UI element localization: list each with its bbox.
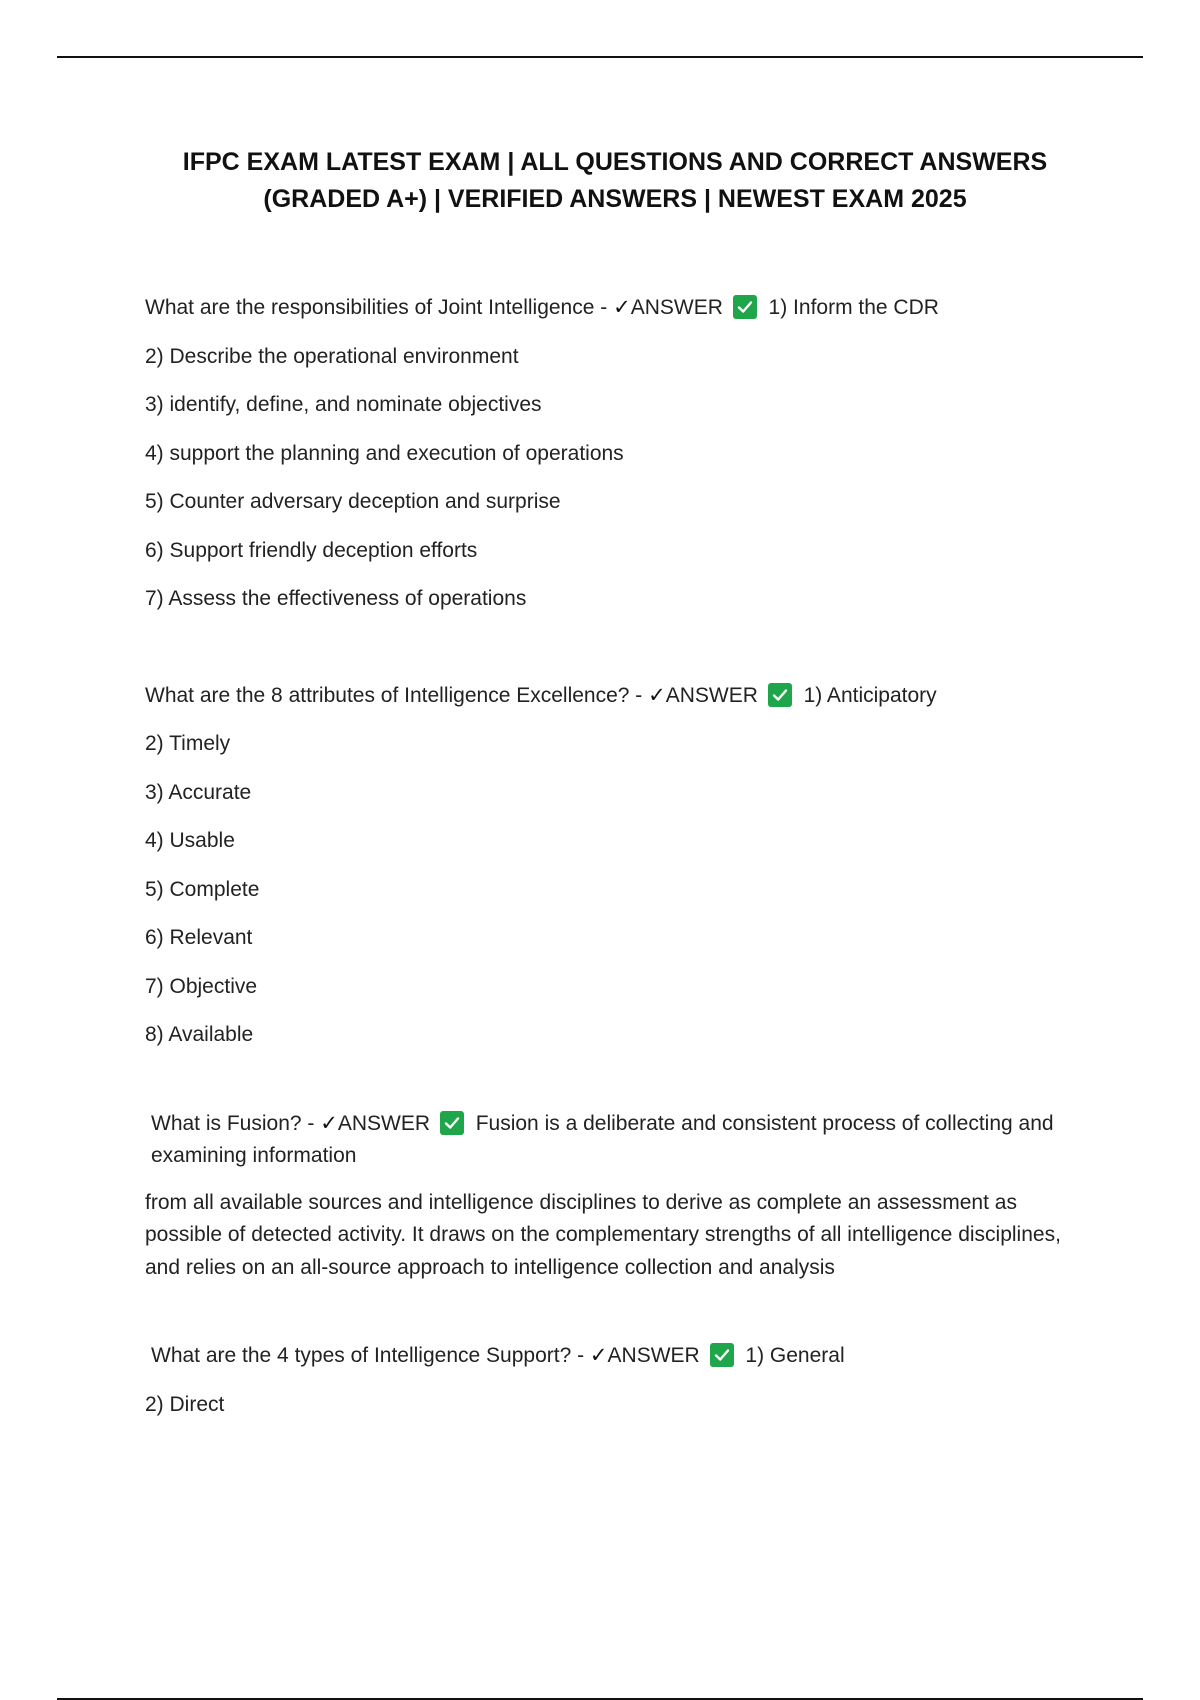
checkmark-icon: ✓ [589,1344,608,1367]
document-body [145,284,1085,1429]
question-text: What are the 4 types of Intelligence Support? - [151,1344,590,1367]
question-line [145,1332,1085,1381]
qa-item [145,284,1085,624]
checkmark-icon: ✓ [613,296,631,319]
question-line [145,284,1085,333]
answer-line: 6) Support friendly deception efforts [145,538,478,562]
qa-item [145,1108,1085,1285]
answer-label: ANSWER [630,296,723,319]
answer-line: 2) Describe the operational environment [145,344,519,368]
green-check-box-icon [733,295,757,319]
question-line [145,1108,1085,1173]
checkmark-icon: ✓ [648,683,666,707]
answer-line: 7) Assess the effectiveness of operations [145,587,527,610]
qa-item [145,672,1085,1060]
green-check-box-icon [710,1343,734,1367]
checkmark-icon: ✓ [320,1111,338,1135]
question-text: What are the responsibilities of Joint Intelligence - [145,296,614,319]
green-check-box-icon [440,1111,464,1135]
answer-line: 4) support the planning and execution of operations [145,441,624,465]
answer-paragraph: from all available sources and intelligence disciplines to derive as complete an assessment as possible of detected activity. It draws on the complementary strengths of all intelligence disciplines, and relies on an all-source approach to intelligence collection and analysis [145,1190,1061,1279]
question-text: What are the 8 attributes of Intelligence Excellence? - [145,683,649,707]
document-title: IFPC EXAM LATEST EXAM | ALL QUESTIONS AND CORRECT ANSWERS (GRADED A+) | VERIFIED ANSWERS | NEWEST EXAM 2025 [182,148,1048,213]
answer-line: 3) identify, define, and nominate objectives [145,393,542,416]
answer-line: 6) Relevant [145,926,253,949]
answer-first-line: 1) Anticipatory [797,683,937,707]
answer-line: 3) Accurate [145,780,252,804]
top-rule [57,56,1143,58]
answer-line: 2) Direct [145,1392,225,1416]
answer-label: ANSWER [665,683,758,707]
answer-line: 2) Timely [145,732,231,755]
answer-first-line: Fusion is a deliberate and consistent process of collecting and examining information [151,1111,1054,1167]
answer-line: 5) Counter adversary deception and surprise [145,490,561,513]
answer-label: ANSWER [607,1344,700,1367]
answer-label: ANSWER [337,1111,431,1135]
answer-line: 8) Available [145,1023,254,1046]
answer-line: 7) Objective [145,974,258,998]
answer-first-line: 1) Inform the CDR [762,296,939,319]
question-line [145,672,1085,721]
qa-item [145,1332,1085,1429]
answer-first-line: 1) General [739,1344,845,1367]
answer-line: 5) Complete [145,877,260,901]
question-text: What is Fusion? - [151,1111,321,1135]
answer-line: 4) Usable [145,829,235,852]
green-check-box-icon [768,683,792,707]
